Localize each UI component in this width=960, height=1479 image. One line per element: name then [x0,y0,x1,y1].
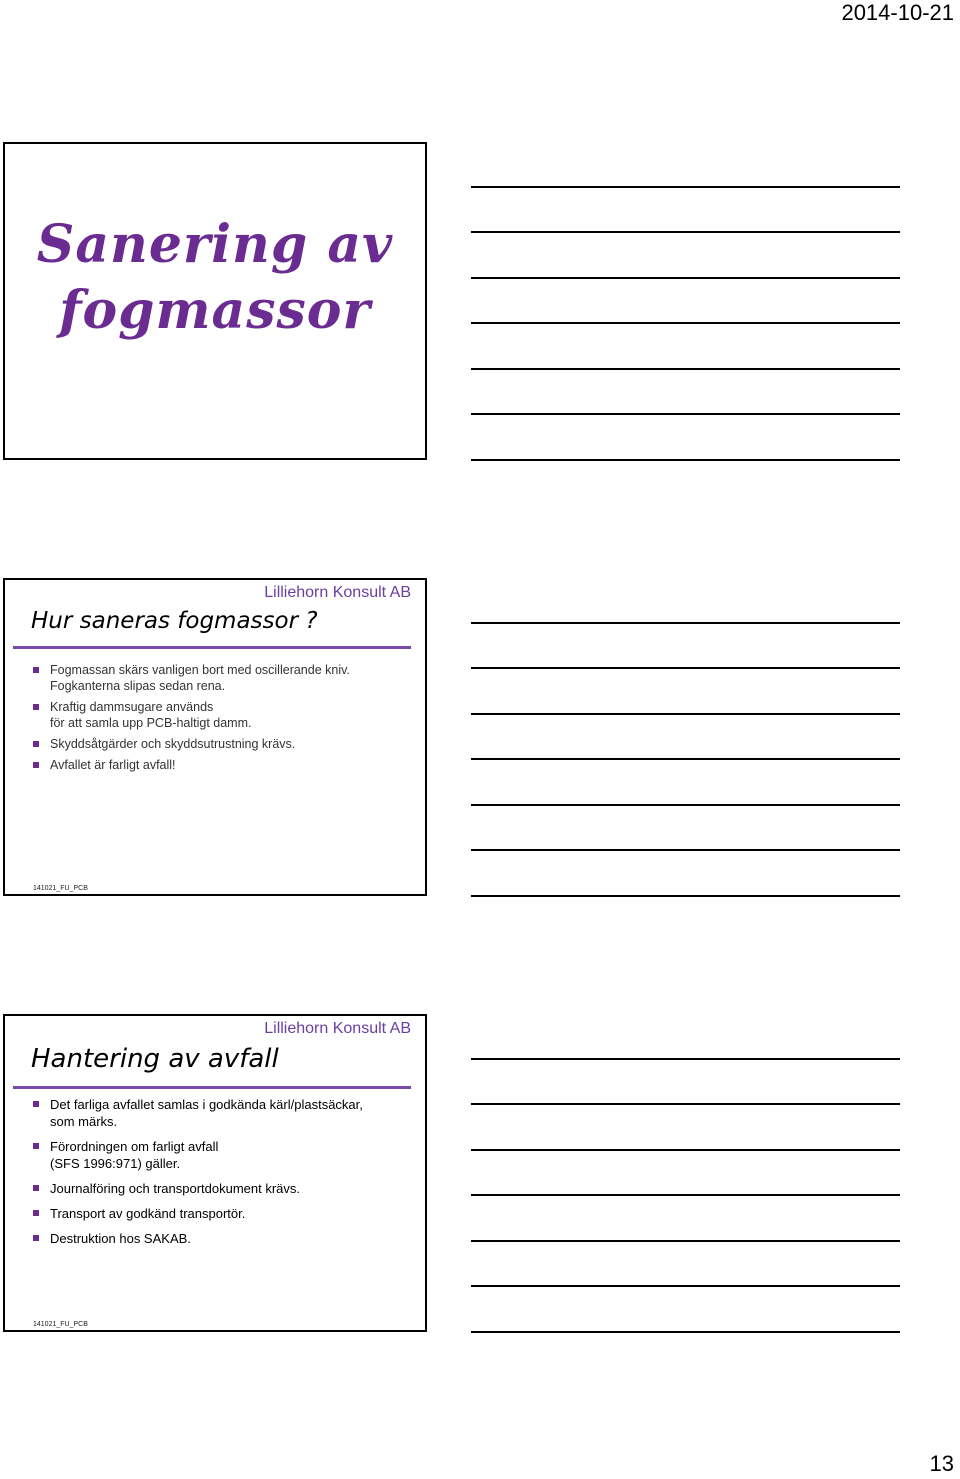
bullet-square-icon [33,1143,39,1149]
note-line [471,277,900,279]
note-line [471,1285,900,1287]
bullet-text: Det farliga avfallet samlas i godkända kärl/plastsäckar, [50,1097,363,1112]
bullet-square-icon [33,704,39,710]
bullet-text: Kraftig dammsugare används [50,700,214,714]
company-name: Lilliehorn Konsult AB [264,584,411,601]
bullet-item [33,1138,411,1172]
bullet-item [33,736,411,752]
bullet-item [33,699,411,731]
bullet-square-icon [33,1210,39,1216]
bullet-square-icon [33,1101,39,1107]
note-line [471,667,900,669]
title-divider [13,1086,411,1089]
bullet-text: (SFS 1996:971) gäller. [50,1156,181,1171]
bullet-square-icon [33,762,39,768]
bullet-item [33,1096,411,1130]
note-line [471,713,900,715]
note-line [471,804,900,806]
note-line [471,895,900,897]
slide-1-title-line-2: fogmassor [59,280,371,341]
note-line [471,849,900,851]
bullet-text: Skyddsåtgärder och skyddsutrustning krävs. [50,737,296,751]
note-line [471,1149,900,1151]
note-line [471,413,900,415]
bullet-square-icon [33,1185,39,1191]
slide-2 [3,578,427,896]
document-date: 2014-10-21 [841,0,954,25]
slide-2-bullets [33,662,411,778]
bullet-square-icon [33,667,39,673]
bullet-square-icon [33,741,39,747]
bullet-text: Avfallet är farligt avfall! [50,758,176,772]
slide-footer-code: 141021_FU_PCB [33,885,88,892]
page-number: 13 [929,1451,954,1476]
bullet-text: Destruktion hos SAKAB. [50,1231,191,1246]
note-line [471,1194,900,1196]
slide-3-title: Hantering av avfall [31,1044,279,1074]
slide-1 [3,142,427,460]
note-line [471,459,900,461]
note-line [471,1103,900,1105]
note-line [471,1240,900,1242]
note-line [471,1058,900,1060]
bullet-text: Fogmassan skärs vanligen bort med oscillerande kniv. [50,663,350,677]
bullet-text: som märks. [50,1114,118,1129]
bullet-text: Förordningen om farligt avfall [50,1139,219,1154]
bullet-item [33,662,411,694]
slide-footer-code: 141021_FU_PCB [33,1321,88,1328]
bullet-text: Transport av godkänd transportör. [50,1206,246,1221]
note-line [471,368,900,370]
note-line [471,1331,900,1333]
slide-2-title: Hur saneras fogmassor ? [31,608,318,634]
title-divider [13,646,411,649]
note-line [471,231,900,233]
bullet-text: Fogkanterna slipas sedan rena. [50,679,226,693]
bullet-text: för att samla upp PCB-haltigt damm. [50,716,252,730]
bullet-square-icon [33,1235,39,1241]
bullet-item [33,757,411,773]
note-line [471,758,900,760]
company-name: Lilliehorn Konsult AB [264,1020,411,1037]
slide-3-bullets [33,1096,411,1255]
slide-3 [3,1014,427,1332]
bullet-text: Journalföring och transportdokument krävs. [50,1181,301,1196]
note-line [471,186,900,188]
bullet-item [33,1230,411,1247]
bullet-item [33,1205,411,1222]
slide-1-title-line-1: Sanering av [36,214,394,275]
bullet-item [33,1180,411,1197]
note-line [471,622,900,624]
slide-1-title [5,212,425,344]
note-line [471,322,900,324]
